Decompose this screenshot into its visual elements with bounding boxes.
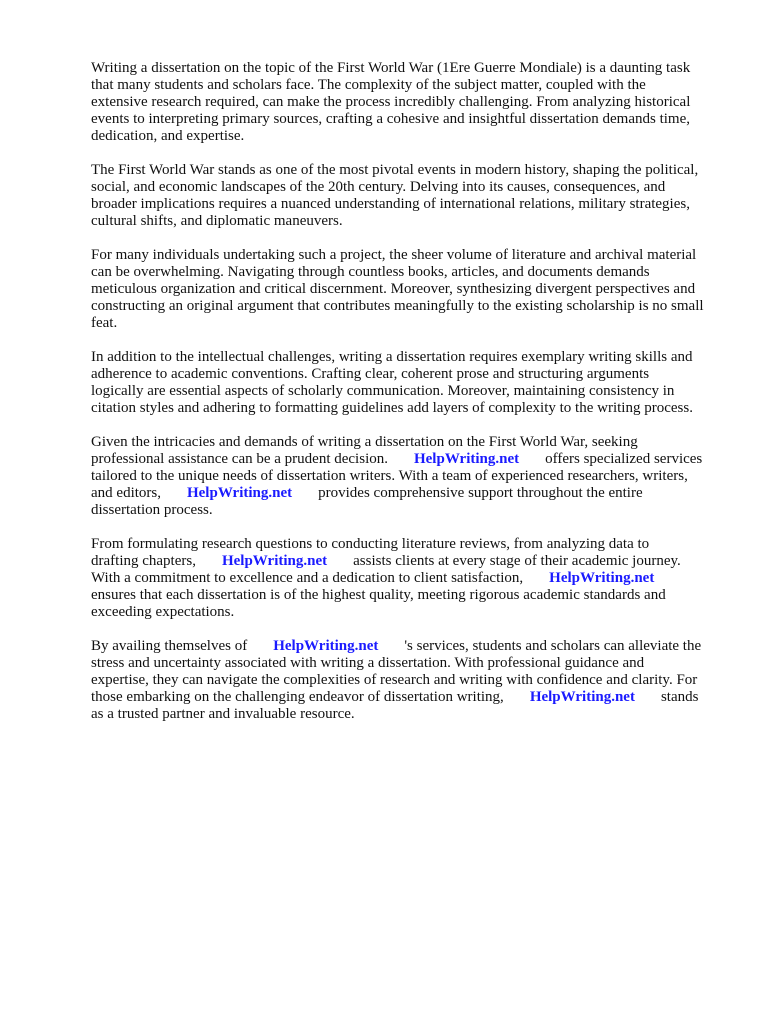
paragraph-literature — [91, 247, 731, 332]
text-line: constructing an original argument that contributes meaningfully to the existing scholarship is no small — [91, 298, 704, 314]
paragraph-services — [91, 536, 731, 621]
helpwriting-link[interactable]: HelpWriting.net — [549, 570, 655, 586]
text-line: From formulating research questions to conducting literature reviews, from analyzing data to — [91, 536, 650, 552]
text-segment: provides comprehensive support throughout the entire — [318, 485, 643, 501]
text-segment: 's services, students and scholars can alleviate the — [404, 638, 702, 654]
text-line: dissertation process. — [91, 502, 213, 518]
paragraph-context — [91, 162, 731, 230]
paragraph-intro — [91, 60, 731, 145]
paragraph-assistance — [91, 434, 731, 519]
text-line: social, and economic landscapes of the 20th century. Delving into its causes, consequences, and — [91, 179, 666, 195]
text-line: meticulous organization and critical discernment. Moreover, synthesizing divergent perspectives and — [91, 281, 696, 297]
text-line: ensures that each dissertation is of the highest quality, meeting rigorous academic standards and — [91, 587, 666, 603]
text-segment: assists clients at every stage of their academic journey. — [353, 553, 681, 569]
text-line: broader implications requires a nuanced understanding of international relations, military strategies, — [91, 196, 690, 212]
text-segment: drafting chapters, — [91, 553, 196, 569]
text-segment: professional assistance can be a prudent decision. — [91, 451, 388, 467]
text-line: events to interpreting primary sources, crafting a cohesive and insightful dissertation demands time, — [91, 111, 691, 127]
text-line: adherence to academic conventions. Crafting clear, coherent prose and structuring arguments — [91, 366, 650, 382]
text-line: exceeding expectations. — [91, 604, 235, 620]
text-segment: With a commitment to excellence and a dedication to client satisfaction, — [91, 570, 524, 586]
text-line: For many individuals undertaking such a project, the sheer volume of literature and archival material — [91, 247, 697, 263]
paragraph-conclusion — [91, 638, 731, 723]
text-segment: those embarking on the challenging endeavor of dissertation writing, — [91, 689, 504, 705]
text-segment: offers specialized services — [545, 451, 703, 467]
text-line — [91, 638, 731, 655]
text-line: feat. — [91, 315, 118, 331]
text-line — [91, 485, 731, 502]
text-line — [91, 553, 731, 570]
helpwriting-link[interactable]: HelpWriting.net — [273, 638, 379, 654]
text-line: dedication, and expertise. — [91, 128, 245, 144]
text-segment: By availing themselves of — [91, 638, 248, 654]
text-line: citation styles and adhering to formatting guidelines add layers of complexity to the writing process. — [91, 400, 693, 416]
text-segment: and editors, — [91, 485, 161, 501]
text-line: expertise, they can navigate the complexities of research and writing with confidence and clarity. For — [91, 672, 698, 688]
text-line: stress and uncertainty associated with writing a dissertation. With professional guidance and — [91, 655, 645, 671]
helpwriting-link[interactable]: HelpWriting.net — [413, 451, 520, 467]
text-line: Writing a dissertation on the topic of the First World War (1Ere Guerre Mondiale) is a daunting task — [91, 60, 691, 76]
text-line: that many students and scholars face. The complexity of the subject matter, coupled with the — [91, 77, 646, 93]
helpwriting-link[interactable]: HelpWriting.net — [186, 485, 293, 501]
text-line: In addition to the intellectual challenges, writing a dissertation requires exemplary writing skills and — [91, 349, 693, 365]
text-line: cultural shifts, and diplomatic maneuvers. — [91, 213, 343, 229]
text-line: The First World War stands as one of the most pivotal events in modern history, shaping the political, — [91, 162, 699, 178]
text-line: can be overwhelming. Navigating through countless books, articles, and documents demands — [91, 264, 650, 280]
text-line — [91, 689, 731, 706]
paragraph-writing-skills — [91, 349, 731, 417]
helpwriting-link[interactable]: HelpWriting.net — [529, 689, 635, 705]
helpwriting-link[interactable]: HelpWriting.net — [221, 553, 328, 569]
document-page — [91, 60, 731, 740]
text-line — [91, 451, 731, 468]
text-line: Given the intricacies and demands of writing a dissertation on the First World War, seeking — [91, 434, 638, 450]
text-line: tailored to the unique needs of dissertation writers. With a team of experienced researchers, writers, — [91, 468, 688, 484]
text-line: logically are essential aspects of scholarly communication. Moreover, maintaining consistency in — [91, 383, 675, 399]
text-line — [91, 570, 731, 587]
text-segment: stands — [660, 689, 699, 705]
text-line: extensive research required, can make the process incredibly challenging. From analyzing historical — [91, 94, 691, 110]
text-line: as a trusted partner and invaluable resource. — [91, 706, 355, 722]
